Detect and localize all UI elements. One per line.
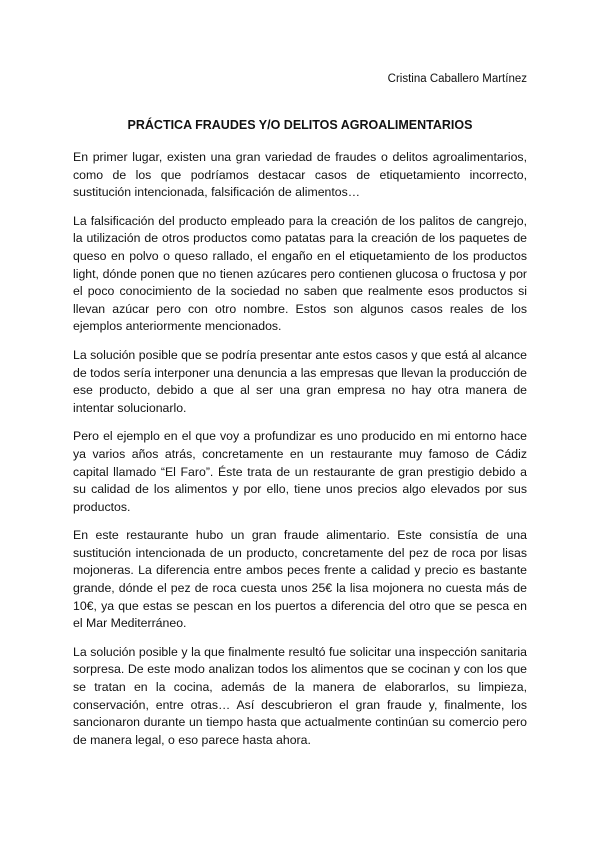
- paragraph-4: Pero el ejemplo en el que voy a profundizar es uno producido en mi entorno hace ya varios años atrás, concretamente en un restaurante muy famoso de Cádiz capital llamado “El Faro”. Éste trata de un restaurante de gran prestigio debido a su calidad de los alimentos y por ello, tiene unos precios algo elevados por sus productos.: [73, 429, 527, 514]
- document-title: PRÁCTICA FRAUDES Y/O DELITOS AGROALIMENTARIOS: [127, 118, 473, 132]
- paragraph-3: La solución posible que se podría presentar ante estos casos y que está al alcance de todos sería interponer una denuncia a las empresas que llevan la producción de ese producto, debido a que al ser una gran empresa no hay otra manera de intentar solucionarlo.: [73, 347, 527, 415]
- paragraph-5: En este restaurante hubo un gran fraude alimentario. Este consistía de una sustitución intencionada de un producto, concretamente del pez de roca por lisas mojoneras. La diferencia entre ambos peces frente a calidad y precio es bastante grande, dónde el pez de roca cuesta unos 25€ la lisa mojonera no cuesta más de 10€, ya que estas se pescan en los puertos a diferencia del otro que se pesca en el Mar Mediterráneo.: [73, 528, 527, 631]
- document-body: [73, 149, 527, 760]
- paragraph-6: La solución posible y la que finalmente resultó fue solicitar una inspección sanitaria sorpresa. De este modo analizan todos los alimentos que se cocinan y con los que se tratan en la cocina, además de la manera de elaborarlos, su limpieza, conservación, entre otras… Así descubrieron el gran fraude y, finalmente, los sancionaron durante un tiempo hasta que actualmente continúan su comercio pero de manera legal, o eso parece hasta ahora.: [73, 644, 527, 747]
- paragraph-2: La falsificación del producto empleado para la creación de los palitos de cangrejo, la utilización de otros productos como patatas para la creación de los paquetes de queso en polvo o queso rallado, el engaño en el etiquetamiento de los productos light, dónde ponen que no tienen azúcares pero contienen glucosa o fructosa y por el poco conocimiento de la sociedad no saben que realmente esos productos si llevan azúcar pero con otro nombre. Estos son algunos casos reales de los ejemplos anteriormente mencionados.: [73, 213, 527, 334]
- paragraph-1: En primer lugar, existen una gran variedad de fraudes o delitos agroalimentarios, como de los que podríamos destacar casos de etiquetamiento incorrecto, sustitución intencionada, falsificación de alimentos…: [73, 150, 527, 200]
- author-name: Cristina Caballero Martínez: [387, 73, 527, 85]
